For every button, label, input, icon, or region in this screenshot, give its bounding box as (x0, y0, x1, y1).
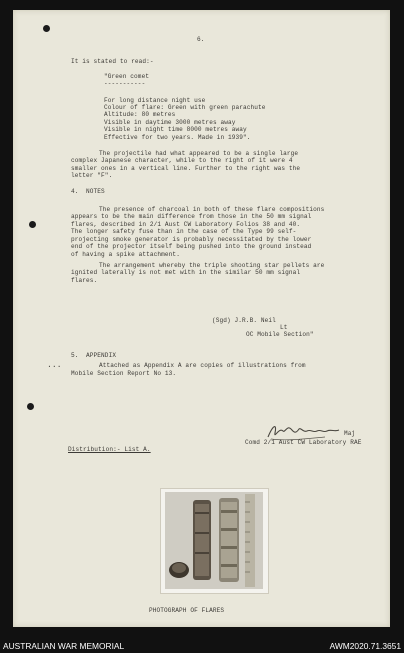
appendix-heading: 5. APPENDIX (71, 352, 117, 359)
punch-hole (27, 403, 34, 410)
photo-caption: PHOTOGRAPH OF FLARES (149, 607, 225, 614)
label-line: Visible in night time 8000 metres away (104, 126, 247, 133)
label-line: For long distance night use (104, 97, 206, 104)
projectile-paragraph-line: complex Japanese character, while to the right of it were 4 (71, 157, 293, 164)
notes-paragraph-line: flares, described in 2/1 Aust CW Laboratory Folios 38 and 40. (71, 221, 301, 228)
label-line: Effective for two years. Made in 1939". (104, 134, 251, 141)
appendix-paragraph-line: Attached as Appendix A are copies of illustrations from (99, 362, 306, 369)
notes-paragraph-line: of having a spike attachment. (71, 251, 180, 258)
notes-paragraph-line: appears to be the main difference from those in the 50 mm signal (71, 213, 312, 220)
intro-line: It is stated to read:- (71, 58, 154, 65)
label-line: Visible in daytime 3000 metres away (104, 119, 236, 126)
footer-accession-number: AWM2020.71.3651 (329, 641, 401, 651)
notes-paragraph-line: projecting smoke generator is probably necessitated by the lower (71, 236, 312, 243)
notes-heading: 4. NOTES (71, 188, 105, 195)
notes-paragraph-line: flares. (71, 277, 98, 284)
document-page (13, 10, 390, 627)
label-underline: ----------- (104, 80, 146, 87)
signature-rank: Lt (280, 324, 288, 331)
notes-paragraph-line: end of the projector itself being pushed into the ground instead (71, 243, 312, 250)
projectile-paragraph-line: The projectile had what appeared to be a single large (99, 150, 299, 157)
label-line: Altitude: 80 metres (104, 111, 176, 118)
punch-hole (43, 25, 50, 32)
punch-hole (29, 221, 36, 228)
signature-name: (Sgd) J.R.B. Neil (212, 317, 276, 324)
label-title: "Green comet (104, 73, 150, 80)
margin-dots: ... (47, 361, 62, 370)
notes-paragraph-line: ignited laterally is not met with in the similar 50 mm signal (71, 269, 301, 276)
notes-paragraph-line: The presence of charcoal in both of these flare compositions (99, 206, 325, 213)
photograph-of-flares (160, 488, 269, 594)
footer-institution: AUSTRALIAN WAR MEMORIAL (3, 641, 125, 651)
projectile-paragraph-line: letter "F". (71, 172, 113, 179)
notes-paragraph-line: The longer safety fuse than in the case of the Type 99 self- (71, 228, 297, 235)
signatory-title: Comd 2/1 Aust CW Laboratory RAE (245, 439, 362, 446)
notes-paragraph-line: The arrangement whereby the triple shooting star pellets are (99, 262, 325, 269)
signature-unit: OC Mobile Section" (246, 331, 314, 338)
label-line: Colour of flare: Green with green parachute (104, 104, 266, 111)
distribution-line: Distribution:- List A. (68, 446, 151, 453)
footer-bar (0, 639, 404, 653)
signatory-rank: Maj (344, 430, 356, 437)
projectile-paragraph-line: smaller ones in a vertical line. Further to the right was the (71, 165, 301, 172)
page-number: 6. (197, 36, 205, 43)
flare-photo-image (165, 492, 263, 589)
appendix-paragraph-line: Mobile Section Report No 13. (71, 370, 177, 377)
